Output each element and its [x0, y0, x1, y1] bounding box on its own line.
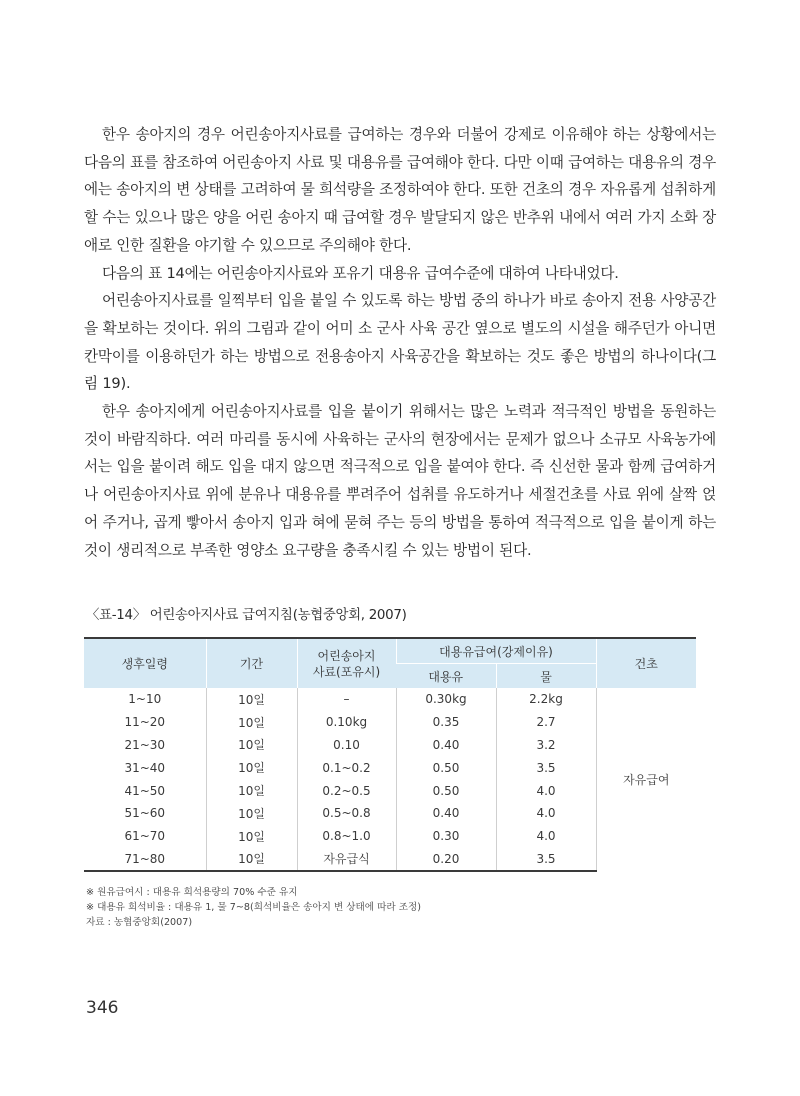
- header-replacer: 대용유: [396, 664, 496, 689]
- table-cell: 2.2kg: [496, 688, 596, 711]
- table-cell: 0.40: [396, 802, 496, 825]
- table-cell: 0.10: [297, 734, 396, 757]
- table-cell: 3.2: [496, 734, 596, 757]
- header-calf-feed-line1: 어린송아지: [317, 648, 376, 663]
- table-notes: [86, 885, 421, 930]
- table-cell: 0.50: [396, 779, 496, 802]
- page-number: 346: [86, 998, 119, 1018]
- table-cell: –: [297, 688, 396, 711]
- table-cell: 31~40: [124, 760, 166, 775]
- table-cell: 0.20: [396, 848, 496, 872]
- table-cell: 0.5~0.8: [297, 802, 396, 825]
- table-cell: 1~10: [128, 692, 162, 707]
- paragraph: 어린송아지사료를 일찍부터 입을 붙일 수 있도록 하는 방법 중의 하나가 바로 송아지 전용 사양공간을 확보하는 것이다. 위의 그림과 같이 어미 소 군사 사육 공간 옆으로 별도의 시설을 해주던가 아니면 칸막이를 이용하던가 하는 방법으로 전용송아지 사육공간을 확보하는 것도 좋은 방법의 하나이다(그림 19).: [84, 292, 716, 393]
- table-cell: 10일: [206, 688, 297, 711]
- table-cell: 11~20: [124, 715, 166, 730]
- table-cell: 10일: [206, 779, 297, 802]
- table-cell: 3.5: [496, 756, 596, 779]
- table-cell: 0.40: [396, 734, 496, 757]
- header-water: 물: [496, 664, 596, 689]
- table-cell: 10일: [206, 711, 297, 734]
- header-calf-feed: [297, 638, 396, 688]
- table-cell: 51~60: [124, 806, 166, 821]
- paragraph: 한우 송아지에게 어린송아지사료를 입을 붙이기 위해서는 많은 노력과 적극적인 방법을 동원하는 것이 바람직하다. 여러 마리를 동시에 사육하는 군사의 현장에서는 문제가 없으나 소규모 사육농가에서는 입을 붙이려 해도 입을 대지 않으면 적극적으로 입을 붙여야 한다. 즉 신선한 물과 함께 급여하거나 어린송아지사료 위에 분유나 대용유를 뿌려주어 섭취를 유도하거나 세절건초를 사료 위에 살짝 얹어 주거나, 곱게 빻아서 송아지 입과 혀에 묻혀 주는 등의 방법을 통하여 적극적으로 입을 붙이게 하는 것이 생리적으로 부족한 영양소 요구량을 충족시킬 수 있는 방법이 된다.: [84, 403, 716, 559]
- header-period: 기간: [206, 638, 297, 688]
- table-row: [84, 688, 696, 711]
- table-cell: 0.50: [396, 756, 496, 779]
- table-cell: 4.0: [496, 802, 596, 825]
- table-cell: 10일: [206, 802, 297, 825]
- table-cell: 자유급식: [297, 848, 396, 872]
- header-age: 생후일령: [84, 638, 206, 688]
- table-cell: 3.5: [496, 848, 596, 872]
- table-cell: 71~80: [84, 848, 206, 872]
- table-cell: 41~50: [124, 783, 166, 798]
- table-cell: 10일: [206, 825, 297, 848]
- body-text: [84, 121, 716, 564]
- note: ※ 원유급여시 : 대용유 희석용량의 70% 수준 유지: [86, 887, 298, 898]
- table-cell: 2.7: [496, 711, 596, 734]
- header-hay: 건초: [596, 638, 696, 688]
- paragraph: 한우 송아지의 경우 어린송아지사료를 급여하는 경우와 더불어 강제로 이유해야 하는 상황에서는 다음의 표를 참조하여 어린송아지 사료 및 대용유를 급여해야 한다. 다만 이때 급여하는 대용유의 경우에는 송아지의 변 상태를 고려하여 물 희석량을 조정하여야 한다. 또한 건초의 경우 자유롭게 섭취하게 할 수는 있으나 많은 양을 어린 송아지 때 급여할 경우 발달되지 않은 반추위 내에서 여러 가지 소화 장애로 인한 질환을 야기할 수 있으므로 주의해야 한다.: [84, 126, 716, 254]
- table-cell: 10일: [206, 756, 297, 779]
- paragraph: 다음의 표 14에는 어린송아지사료와 포유기 대용유 급여수준에 대하여 나타내었다.: [102, 264, 619, 282]
- hay-cell: 자유급여: [596, 688, 696, 871]
- table-cell: 10일: [206, 734, 297, 757]
- table-cell: 21~30: [124, 737, 166, 752]
- table-caption: 〈표-14〉 어린송아지사료 급여지침(농협중앙회, 2007): [86, 608, 407, 623]
- table-cell: 0.8~1.0: [297, 825, 396, 848]
- source-note: 자료 : 농협중앙회(2007): [86, 917, 193, 928]
- table-cell: 0.30kg: [396, 688, 496, 711]
- table-cell: 0.35: [396, 711, 496, 734]
- note: ※ 대용유 희석비율 : 대용유 1, 물 7~8(희석비율은 송아지 변 상태에 따라 조정): [86, 902, 421, 913]
- table: [84, 637, 696, 872]
- feeding-guideline-table: [84, 637, 696, 872]
- table-body: [84, 688, 696, 871]
- table-cell: 10일: [206, 848, 297, 872]
- table-cell: 0.2~0.5: [297, 779, 396, 802]
- table-cell: 0.10kg: [297, 711, 396, 734]
- table-cell: 0.30: [396, 825, 496, 848]
- header-replacer-group: 대용유급여(강제이유): [396, 638, 596, 664]
- table-cell: 4.0: [496, 825, 596, 848]
- header-calf-feed-line2: 사료(포유시): [312, 664, 381, 679]
- table-cell: 0.1~0.2: [297, 756, 396, 779]
- table-cell: 4.0: [496, 779, 596, 802]
- table-cell: 61~70: [124, 829, 166, 844]
